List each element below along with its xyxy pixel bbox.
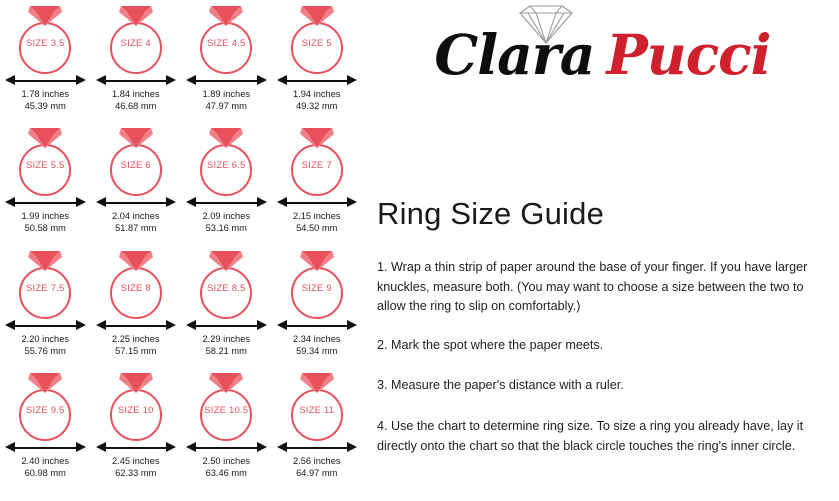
arrow-right-icon [257, 197, 267, 207]
measurement-mm: 58.21 mm [205, 345, 247, 356]
diameter-arrow [181, 196, 272, 210]
measurement-inches: 1.84 inches [111, 89, 160, 99]
arrow-line [105, 447, 168, 449]
arrow-right-icon [257, 75, 267, 85]
gem-icon [299, 4, 335, 28]
measurement [91, 334, 182, 357]
gem-icon [27, 4, 63, 28]
ring-illustration [181, 122, 272, 196]
arrow-line [286, 80, 349, 82]
gem-icon [299, 249, 335, 273]
gem-icon [208, 126, 244, 150]
chart-row [0, 122, 362, 242]
brand-second-word: Pucci [606, 22, 771, 87]
step-text: Mark the spot where the paper meets. [391, 338, 604, 352]
measurement-mm: 57.15 mm [115, 345, 157, 356]
measurement-mm: 49.32 mm [296, 100, 338, 111]
brand-first-word: Clara [434, 22, 595, 87]
ring-size-cell [91, 122, 182, 242]
ring-size-cell [0, 0, 91, 120]
arrow-line [195, 202, 258, 204]
measurement [91, 456, 182, 479]
measurement-mm: 45.39 mm [24, 100, 66, 111]
measurement-inches: 1.99 inches [21, 211, 70, 221]
step-text: Measure the paper's distance with a ruler. [391, 378, 624, 392]
measurement-inches: 2.09 inches [202, 211, 251, 221]
ring-illustration [0, 245, 91, 319]
measurement [0, 211, 91, 234]
diameter-arrow [91, 196, 182, 210]
ring-illustration [181, 367, 272, 441]
gem-icon [118, 371, 154, 395]
diameter-arrow [272, 196, 363, 210]
measurement-mm: 54.50 mm [296, 222, 338, 233]
step-number: 2. [377, 338, 388, 352]
arrow-right-icon [166, 197, 176, 207]
measurement [272, 456, 363, 479]
ring-size-cell [91, 245, 182, 365]
arrow-line [286, 325, 349, 327]
arrow-right-icon [347, 197, 357, 207]
size-label: SIZE 5 [301, 38, 332, 49]
measurement-mm: 51.87 mm [115, 222, 157, 233]
arrow-line [14, 202, 77, 204]
brand-wordmark [366, 22, 839, 92]
diameter-arrow [272, 441, 363, 455]
ring-size-cell [91, 367, 182, 487]
measurement-mm: 47.97 mm [205, 100, 247, 111]
size-label: SIZE 7.5 [25, 283, 65, 294]
arrow-line [14, 80, 77, 82]
size-label: SIZE 4.5 [206, 38, 246, 49]
arrow-right-icon [166, 320, 176, 330]
measurement [272, 211, 363, 234]
ring-illustration [91, 0, 182, 74]
ring-illustration [0, 122, 91, 196]
chart-row [0, 245, 362, 365]
chart-row [0, 367, 362, 487]
measurement-inches: 2.56 inches [292, 456, 341, 466]
arrow-line [105, 325, 168, 327]
measurement-inches: 2.15 inches [292, 211, 341, 221]
measurement-inches: 1.78 inches [21, 89, 70, 99]
diameter-arrow [181, 74, 272, 88]
arrow-right-icon [257, 442, 267, 452]
ring-illustration [272, 122, 363, 196]
step-number: 1. [377, 260, 388, 274]
arrow-right-icon [347, 320, 357, 330]
measurement-mm: 63.46 mm [205, 467, 247, 478]
instruction-step [377, 417, 827, 456]
ring-illustration [91, 122, 182, 196]
arrow-line [105, 80, 168, 82]
ring-size-cell [181, 122, 272, 242]
arrow-right-icon [166, 442, 176, 452]
diameter-arrow [0, 74, 91, 88]
ring-size-cell [272, 0, 363, 120]
ring-size-cell [181, 0, 272, 120]
arrow-line [14, 325, 77, 327]
diameter-arrow [91, 74, 182, 88]
ring-size-cell [181, 367, 272, 487]
ring-illustration [181, 245, 272, 319]
size-label: SIZE 11 [299, 405, 335, 416]
ring-size-cell [91, 0, 182, 120]
diameter-arrow [181, 319, 272, 333]
size-label: SIZE 3.5 [25, 38, 65, 49]
measurement-inches: 2.45 inches [111, 456, 160, 466]
gem-icon [208, 4, 244, 28]
ring-size-cell [0, 122, 91, 242]
ring-illustration [0, 0, 91, 74]
size-label: SIZE 10 [117, 405, 154, 416]
step-text: Wrap a thin strip of paper around the base of your finger. If you have larger knuckles, measure both. (You may want to choose a size between the two to allow the ring to slip on comfortably.) [377, 260, 808, 313]
measurement-mm: 53.16 mm [205, 222, 247, 233]
ring-size-cell [272, 122, 363, 242]
measurement-mm: 46.68 mm [115, 100, 157, 111]
size-label: SIZE 8 [120, 283, 151, 294]
measurement [272, 89, 363, 112]
arrow-line [14, 447, 77, 449]
measurement [0, 89, 91, 112]
arrow-line [105, 202, 168, 204]
gem-icon [118, 249, 154, 273]
arrow-line [195, 447, 258, 449]
measurement [181, 334, 272, 357]
arrow-right-icon [166, 75, 176, 85]
ring-illustration [91, 245, 182, 319]
measurement-mm: 62.33 mm [115, 467, 157, 478]
size-label: SIZE 10.5 [204, 405, 249, 416]
ring-illustration [272, 245, 363, 319]
ring-size-chart [0, 0, 362, 501]
ring-illustration [272, 0, 363, 74]
arrow-right-icon [76, 442, 86, 452]
step-text: Use the chart to determine ring size. To size a ring you already have, lay it directly onto the chart so that the black circle touches the ring's inner circle. [377, 419, 804, 453]
arrow-right-icon [347, 442, 357, 452]
arrow-right-icon [76, 320, 86, 330]
measurement-inches: 2.34 inches [292, 334, 341, 344]
gem-icon [299, 126, 335, 150]
ring-illustration [91, 367, 182, 441]
gem-icon [118, 126, 154, 150]
measurement-inches: 2.40 inches [21, 456, 70, 466]
gem-icon [27, 126, 63, 150]
arrow-right-icon [76, 197, 86, 207]
diameter-arrow [0, 441, 91, 455]
arrow-right-icon [347, 75, 357, 85]
size-label: SIZE 6.5 [206, 160, 246, 171]
size-label: SIZE 9.5 [25, 405, 65, 416]
diameter-arrow [91, 441, 182, 455]
instruction-step [377, 258, 827, 317]
step-number: 4. [377, 419, 388, 433]
measurement-mm: 64.97 mm [296, 467, 338, 478]
diameter-arrow [0, 196, 91, 210]
diameter-arrow [0, 319, 91, 333]
measurement-mm: 55.76 mm [24, 345, 66, 356]
measurement [0, 334, 91, 357]
ring-illustration [272, 367, 363, 441]
measurement [181, 89, 272, 112]
diameter-arrow [272, 319, 363, 333]
size-label: SIZE 7 [301, 160, 332, 171]
size-label: SIZE 4 [120, 38, 151, 49]
page-title: Ring Size Guide [377, 196, 605, 231]
measurement [181, 456, 272, 479]
measurement-inches: 2.20 inches [21, 334, 70, 344]
measurement-mm: 50.58 mm [24, 222, 66, 233]
size-label: SIZE 5.5 [25, 160, 65, 171]
gem-icon [27, 249, 63, 273]
arrow-line [195, 80, 258, 82]
size-label: SIZE 9 [301, 283, 332, 294]
measurement-mm: 60.98 mm [24, 467, 66, 478]
instruction-step [377, 376, 827, 396]
measurement-inches: 2.29 inches [202, 334, 251, 344]
arrow-line [286, 447, 349, 449]
arrow-line [286, 202, 349, 204]
measurement [0, 456, 91, 479]
ring-size-cell [181, 245, 272, 365]
ring-illustration [181, 0, 272, 74]
measurement-inches: 1.89 inches [202, 89, 251, 99]
chart-row [0, 0, 362, 120]
measurement [91, 211, 182, 234]
step-number: 3. [377, 378, 388, 392]
ring-size-cell [0, 245, 91, 365]
instruction-step [377, 336, 827, 356]
diameter-arrow [272, 74, 363, 88]
measurement-inches: 2.25 inches [111, 334, 160, 344]
measurement-inches: 2.50 inches [202, 456, 251, 466]
measurement-inches: 1.94 inches [292, 89, 341, 99]
ring-illustration [0, 367, 91, 441]
size-label: SIZE 8.5 [206, 283, 246, 294]
brand-logo [366, 0, 839, 100]
measurement [91, 89, 182, 112]
arrow-line [195, 325, 258, 327]
guide-panel [366, 0, 839, 501]
ring-size-cell [0, 367, 91, 487]
measurement-inches: 2.04 inches [111, 211, 160, 221]
gem-icon [208, 249, 244, 273]
ring-size-cell [272, 367, 363, 487]
ring-size-cell [272, 245, 363, 365]
diameter-arrow [91, 319, 182, 333]
size-label: SIZE 6 [120, 160, 151, 171]
arrow-right-icon [257, 320, 267, 330]
gem-icon [27, 371, 63, 395]
measurement [272, 334, 363, 357]
gem-icon [299, 371, 335, 395]
diameter-arrow [181, 441, 272, 455]
measurement [181, 211, 272, 234]
gem-icon [208, 371, 244, 395]
measurement-mm: 59.34 mm [296, 345, 338, 356]
gem-icon [118, 4, 154, 28]
arrow-right-icon [76, 75, 86, 85]
